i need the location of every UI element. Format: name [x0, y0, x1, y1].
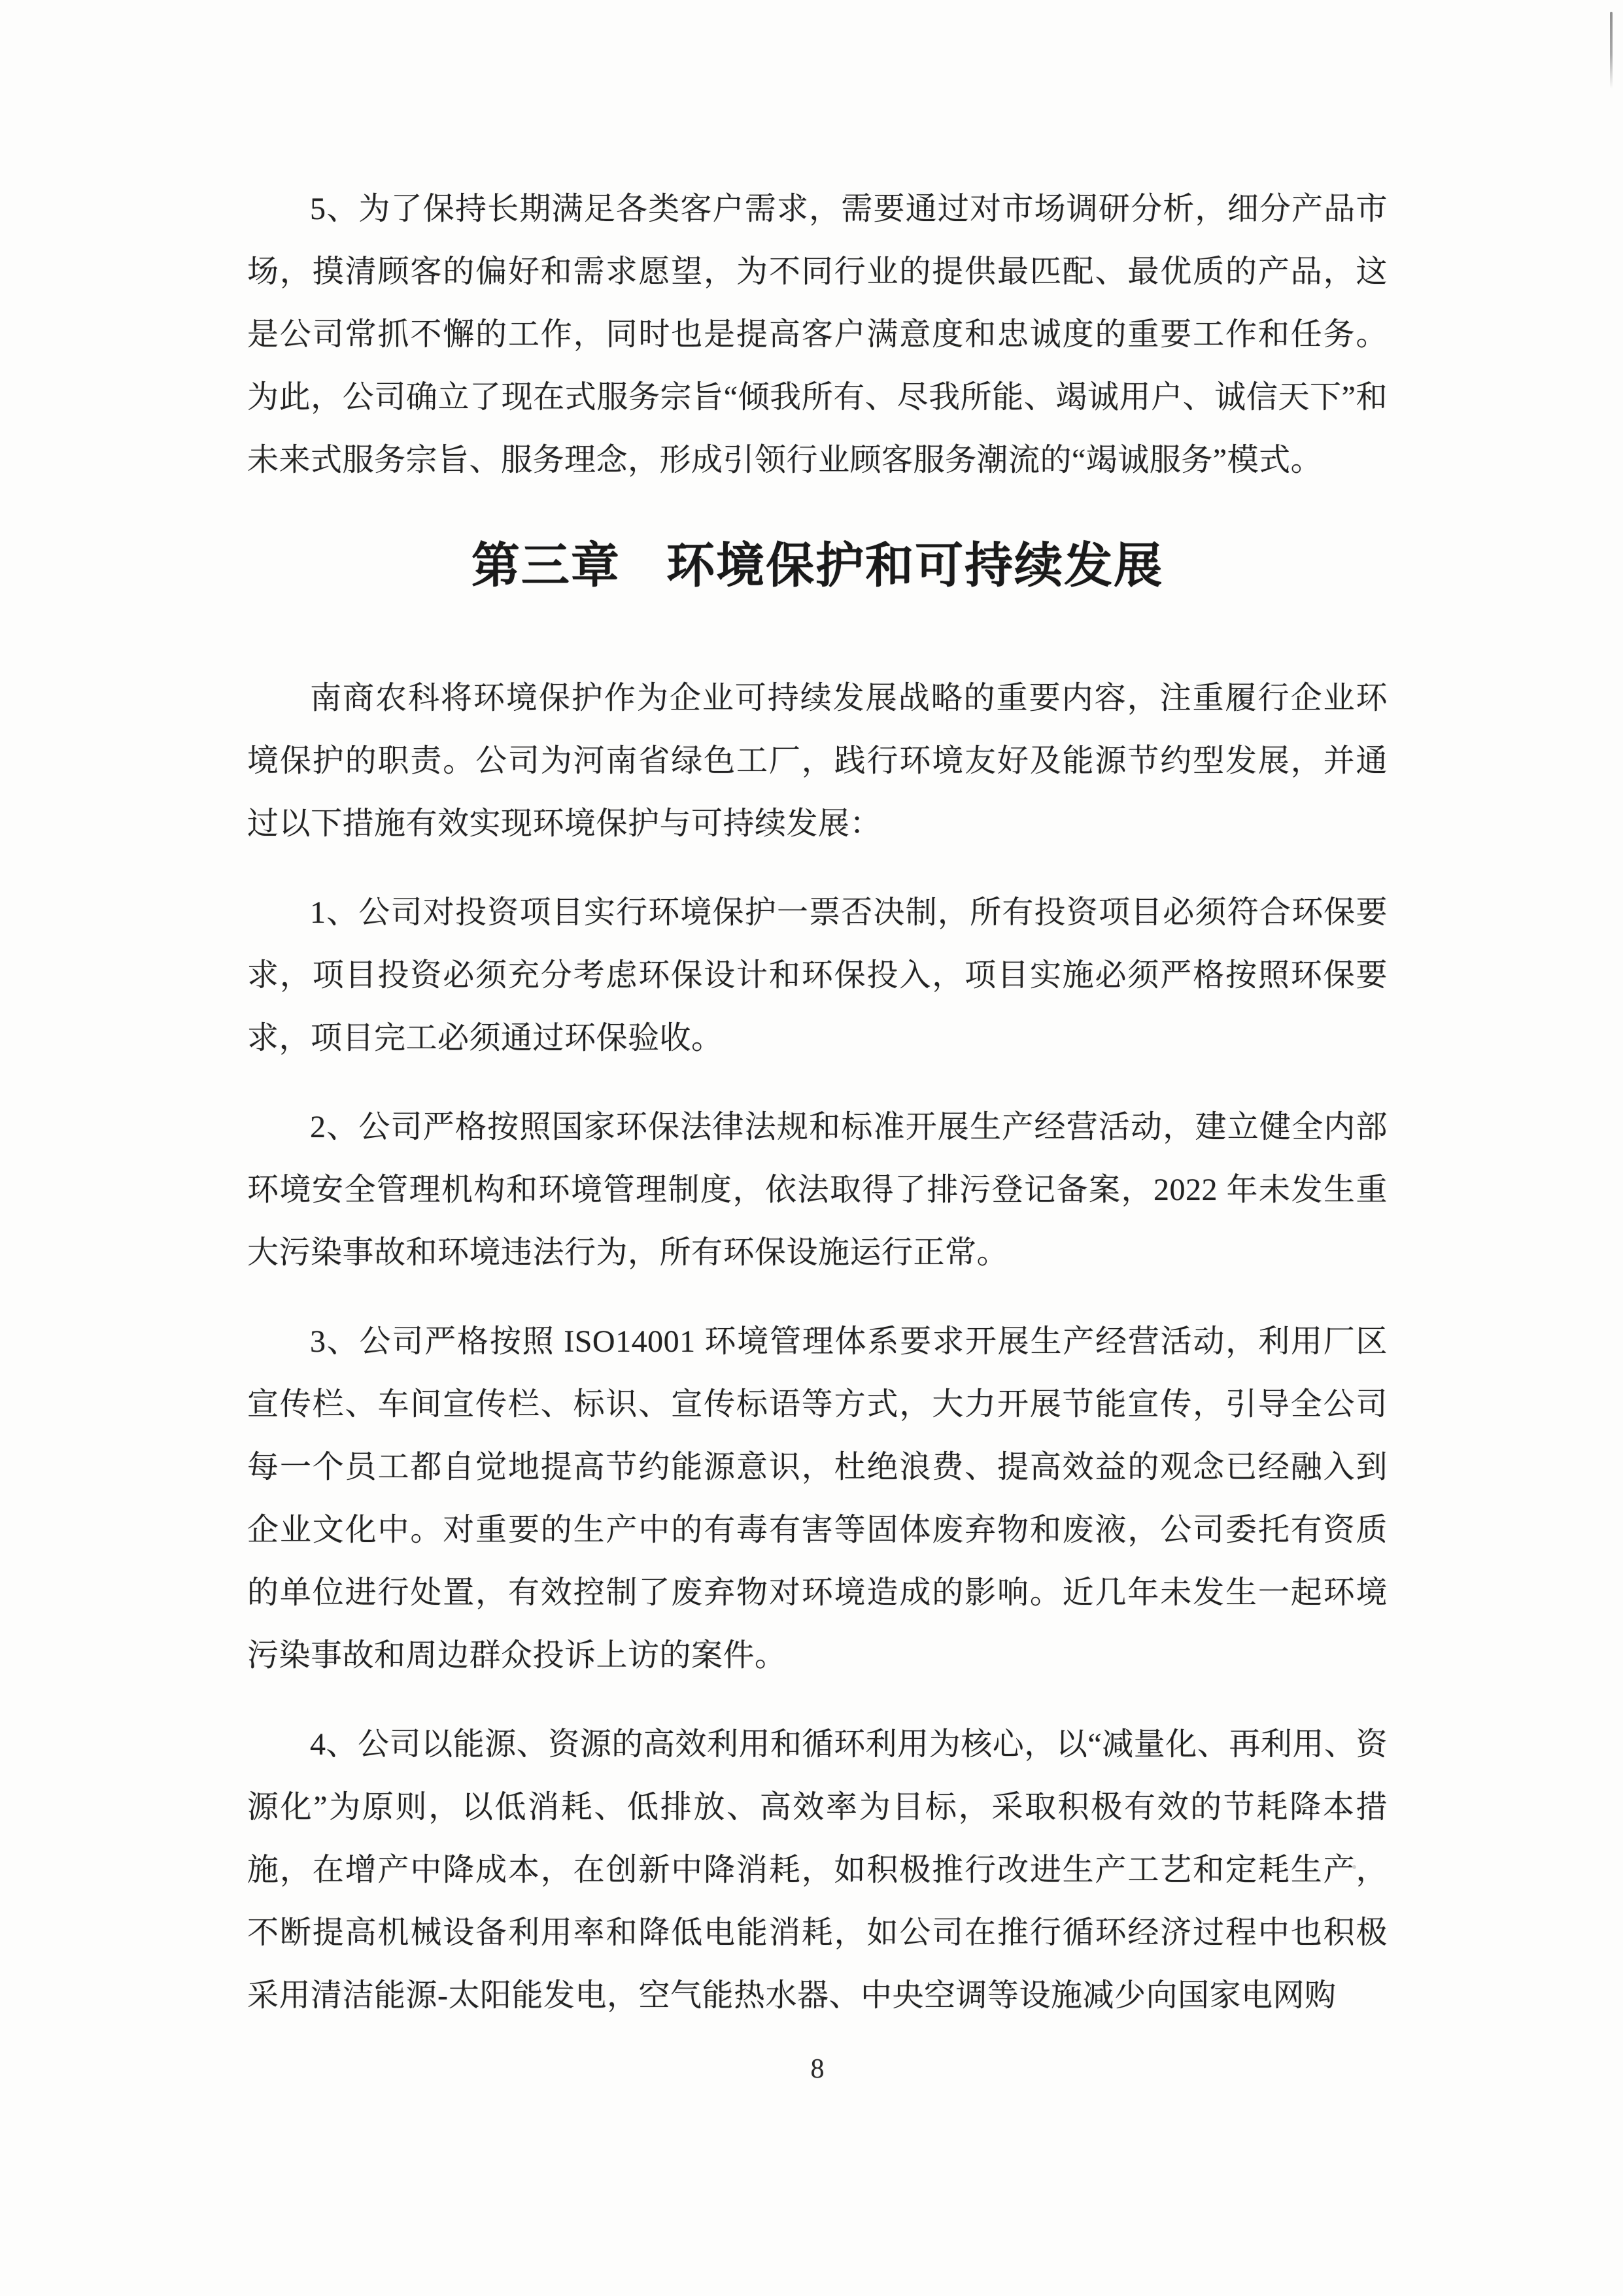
page-number: 8: [810, 2054, 825, 2084]
page-body-text: [247, 178, 1388, 2053]
paragraph-environment-intro: 南商农科将环境保护作为企业可持续发展战略的重要内容，注重履行企业环境保护的职责。公司为河南省绿色工厂，践行环境友好及能源节约型发展，并通过以下措施有效实现环境保护与可持续发展：: [247, 681, 1388, 841]
paragraph-iso14001: 3、公司严格按照 ISO14001 环境管理体系要求开展生产经营活动，利用厂区宣传栏、车间宣传栏、标识、宣传标语等方式，大力开展节能宣传，引导全公司每一个员工都自觉地提高节约能源意识，杜绝浪费、提高效益的观念已经融入到企业文化中。对重要的生产中的有毒有害等固体废弃物和废液，公司委托有资质的单位进行处置，有效控制了废弃物对环境造成的影响。近几年未发生一起环境污染事故和周边群众投诉上访的案件。: [247, 1324, 1388, 1673]
chapter-heading: [247, 530, 1388, 602]
paragraph-circular-economy: 4、公司以能源、资源的高效利用和循环利用为核心，以“减量化、再利用、资源化”为原则，以低消耗、低排放、高效率为目标，采取积极有效的节耗降本措施，在增产中降成本，在创新中降消耗，如积极推行改进生产工艺和定耗生产，不断提高机械设备利用率和降低电能消耗，如公司在推行循环经济过程中也积极采用清洁能源-太阳能发电，空气能热水器、中央空调等设施减少向国家电网购: [247, 1727, 1388, 2013]
chapter-number: 第三章: [471, 538, 621, 592]
paragraph-customer-service: 5、为了保持长期满足各类客户需求，需要通过对市场调研分析，细分产品市场，摸清顾客的偏好和需求愿望，为不同行业的提供最匹配、最优质的产品，这是公司常抓不懈的工作，同时也是提高客户满意度和忠诚度的重要工作和任务。为此，公司确立了现在式服务宗旨“倾我所有、尽我所能、竭诚用户、诚信天下”和未来式服务宗旨、服务理念，形成引领行业顾客服务潮流的“竭诚服务”模式。: [247, 192, 1388, 477]
scan-artifact-line: [1610, 12, 1613, 89]
paragraph-legal-compliance: 2、公司严格按照国家环保法律法规和标准开展生产经营活动，建立健全内部环境安全管理机构和环境管理制度，依法取得了排污登记备案，2022 年未发生重大污染事故和环境违法行为，所有环保设施运行正常。: [247, 1110, 1388, 1270]
chapter-title: 环境保护和可持续发展: [666, 538, 1164, 592]
paragraph-investment-veto: 1、公司对投资项目实行环境保护一票否决制，所有投资项目必须符合环保要求，项目投资必须充分考虑环保设计和环保投入，项目实施必须严格按照环保要求，项目完工必须通过环保验收。: [247, 895, 1388, 1055]
